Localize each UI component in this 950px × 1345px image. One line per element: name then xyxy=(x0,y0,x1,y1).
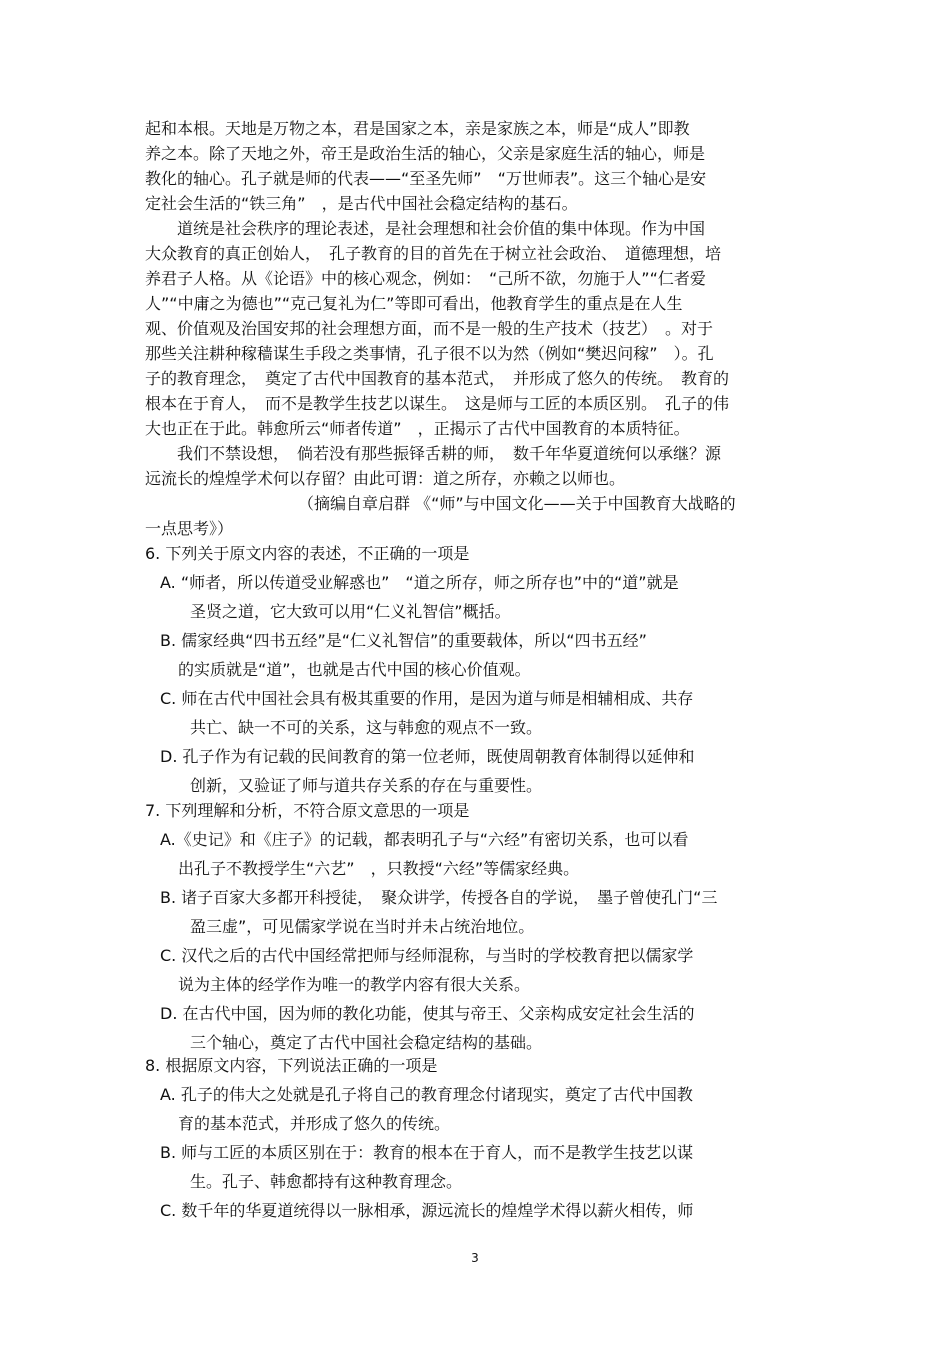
option-c-continued: 共亡、缺一不可的关系，这与韩愈的观点不一致。 xyxy=(190,718,543,737)
passage-line: 我们不禁设想， 倘若没有那些振铎舌耕的师， 数千年华夏道统何以承继？源 xyxy=(177,444,722,463)
passage-line: 起和本根。天地是万物之本，君是国家之本，亲是家族之本，师是“成人”即教 xyxy=(145,119,690,138)
option-b: B. 儒家经典“四书五经”是“仁义礼智信”的重要载体，所以“四书五经” xyxy=(160,631,647,650)
option-a-continued: 圣贤之道，它大致可以用“仁义礼智信”概括。 xyxy=(190,602,511,621)
passage-line: 道统是社会秩序的理论表述，是社会理想和社会价值的集中体现。作为中国 xyxy=(177,219,706,238)
option-d-continued: 创新，又验证了师与道共存关系的存在与重要性。 xyxy=(190,776,543,795)
passage-line: 教化的轴心。孔子就是师的代表——“至圣先师” “万世师表”。这三个轴心是安 xyxy=(145,169,707,188)
page-number: 3 xyxy=(471,1251,479,1265)
passage-line: 观、价值观及治国安邦的社会理想方面，而不是一般的生产技术（技艺） 。对于 xyxy=(145,319,714,338)
option-b-continued: 盈三虚”，可见儒家学说在当时并未占统治地位。 xyxy=(190,917,535,936)
passage-line: 远流长的煌煌学术何以存留？由此可谓：道之所存，亦赖之以师也。 xyxy=(145,469,626,488)
option-c: C. 汉代之后的古代中国经常把师与经师混称，与当时的学校教育把以儒家学 xyxy=(160,946,694,965)
option-b: B. 诸子百家大多都开科授徒， 聚众讲学，传授各自的学说， 墨子曾使孔门“三 xyxy=(160,888,718,907)
option-a: A. “师者，所以传道受业解惑也” “道之所存，师之所存也”中的“道”就是 xyxy=(160,573,679,592)
source-citation: （摘编自章启群 《“师”与中国文化——关于中国教育大战略的 xyxy=(298,494,736,513)
option-c: C. 师在古代中国社会具有极其重要的作用，是因为道与师是相辅相成、共存 xyxy=(160,689,694,708)
option-b-continued: 的实质就是“道”，也就是古代中国的核心价值观。 xyxy=(178,660,531,679)
source-citation: 一点思考》） xyxy=(145,519,234,538)
passage-line: 定社会生活的“铁三角” ，是古代中国社会稳定结构的基石。 xyxy=(145,194,578,213)
question-stem: 8. 根据原文内容，下列说法正确的一项是 xyxy=(145,1056,438,1075)
option-b: B. 师与工匠的本质区别在于：教育的根本在于育人，而不是教学生技艺以谋 xyxy=(160,1143,694,1162)
option-c: C. 数千年的华夏道统得以一脉相承，源远流长的煌煌学术得以薪火相传，师 xyxy=(160,1201,694,1220)
option-d: D. 孔子作为有记载的民间教育的第一位老师，既使周朝教育体制得以延伸和 xyxy=(160,747,695,766)
passage-line: 那些关注耕种稼穑谋生手段之类事情，孔子很不以为然（例如“樊迟问稼” ）。孔 xyxy=(145,344,714,363)
option-d: D. 在古代中国，因为师的教化功能，使其与帝王、父亲构成安定社会生活的 xyxy=(160,1004,695,1023)
passage-line: 子的教育理念， 奠定了古代中国教育的基本范式， 并形成了悠久的传统。 教育的 xyxy=(145,369,730,388)
option-a-continued: 育的基本范式，并形成了悠久的传统。 xyxy=(178,1114,451,1133)
option-d-continued: 三个轴心，奠定了古代中国社会稳定结构的基础。 xyxy=(190,1033,543,1052)
option-a: A.《史记》和《庄子》的记载，都表明孔子与“六经”有密切关系，也可以看 xyxy=(160,830,689,849)
passage-line: 养之本。除了天地之外，帝王是政治生活的轴心，父亲是家庭生活的轴心，师是 xyxy=(145,144,706,163)
passage-line: 大也正在于此。韩愈所云“师者传道” ，正揭示了古代中国教育的本质特征。 xyxy=(145,419,690,438)
passage-line: 养君子人格。从《论语》中的核心观念，例如： “己所不欲，勿施于人”“仁者爱 xyxy=(145,269,706,288)
option-a: A. 孔子的伟大之处就是孔子将自己的教育理念付诸现实，奠定了古代中国教 xyxy=(160,1085,693,1104)
question-stem: 7. 下列理解和分析，不符合原文意思的一项是 xyxy=(145,801,470,820)
option-b-continued: 生。孔子、韩愈都持有这种教育理念。 xyxy=(190,1172,463,1191)
option-c-continued: 说为主体的经学作为唯一的教学内容有很大关系。 xyxy=(178,975,531,994)
passage-line: 人”“中庸之为德也”“克己复礼为仁”等即可看出，他教育学生的重点是在人生 xyxy=(145,294,683,313)
passage-line: 根本在于育人， 而不是教学生技艺以谋生。 这是师与工匠的本质区别。 孔子的伟 xyxy=(145,394,730,413)
passage-line: 大众教育的真正创始人， 孔子教育的目的首先在于树立社会政治、 道德理想，培 xyxy=(145,244,722,263)
option-a-continued: 出孔子不教授学生“六艺” ，只教授“六经”等儒家经典。 xyxy=(178,859,580,878)
question-stem: 6. 下列关于原文内容的表述，不正确的一项是 xyxy=(145,544,470,563)
